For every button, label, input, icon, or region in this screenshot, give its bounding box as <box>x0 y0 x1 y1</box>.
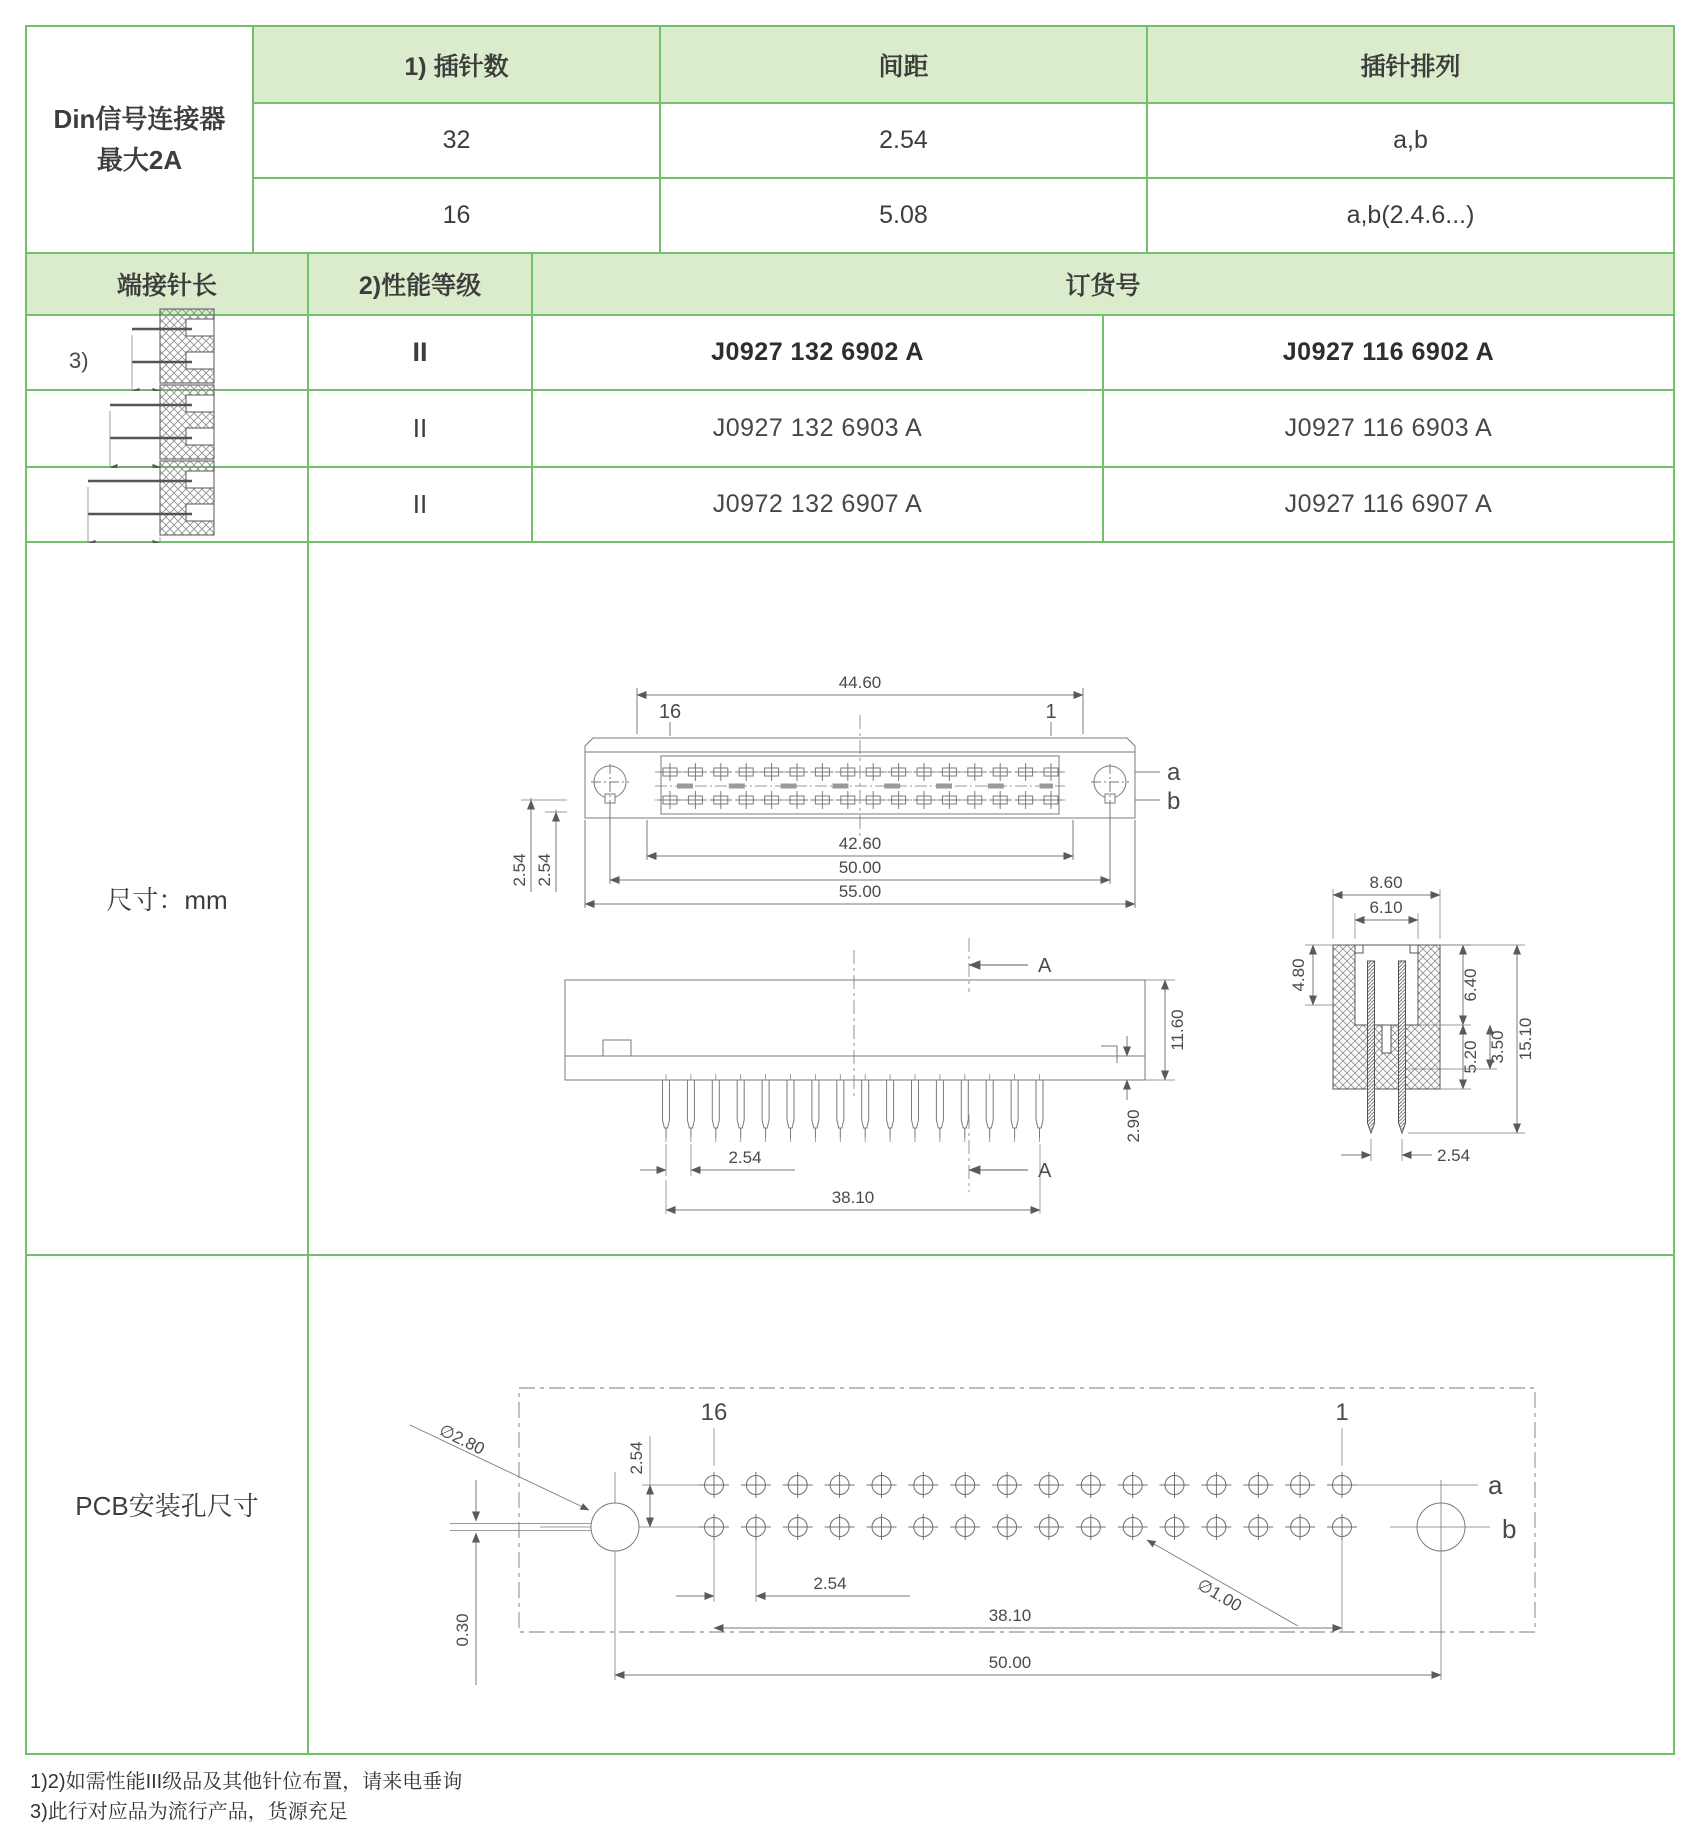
pcb-section-label: PCB安装孔尺寸 <box>27 1256 307 1753</box>
order-no-16: J0927 116 6902 A <box>1104 316 1673 389</box>
grade-cell: II <box>309 468 531 541</box>
header-grade: 2)性能等级 <box>309 254 531 314</box>
dim-8-60: 8.60 <box>1369 873 1403 892</box>
dimension-drawings <box>309 543 1673 1254</box>
pcb-dia-2-80: ∅2.80 <box>436 1420 488 1459</box>
pcb-dim-50-00: 50.00 <box>988 1653 1032 1672</box>
pin-length-icon <box>82 457 252 552</box>
grade-cell: II <box>309 391 531 466</box>
order-table <box>27 254 1673 541</box>
spec-row-pitch: 5.08 <box>661 179 1146 252</box>
dim-6-10: 6.10 <box>1369 898 1403 917</box>
product-line2: 最大2A <box>96 144 183 175</box>
front-view-drawing <box>505 660 1195 920</box>
footnote-3-marker: 3) <box>69 348 89 373</box>
pin1-label: 1 <box>1045 701 1057 723</box>
row-b-label: b <box>1167 788 1181 815</box>
dim-2-54-left2: 2.54 <box>535 853 554 887</box>
order-no-32: J0927 132 6902 A <box>533 316 1102 389</box>
dim-4-80: 4.80 <box>1289 958 1308 992</box>
product-cell <box>27 27 252 252</box>
spec-row-pitch: 2.54 <box>661 104 1146 177</box>
pcb-row-a-label: a <box>1488 1470 1503 1500</box>
spec-row-pin-count: 32 <box>254 104 659 177</box>
dimension-section <box>27 543 1673 1254</box>
dim-2-54-section: 2.54 <box>1437 1146 1471 1165</box>
spec-row-arrangement: a,b <box>1148 104 1673 177</box>
pcb-dim-2-54-horizontal: 2.54 <box>813 1574 847 1593</box>
header-pitch: 间距 <box>661 27 1146 102</box>
footnote-1: 1)2)如需性能III级品及其他针位布置，请来电垂询 <box>30 1771 463 1793</box>
spec-row-arrangement: a,b(2.4.6...) <box>1148 179 1673 252</box>
order-no-32: J0972 132 6907 A <box>533 468 1102 541</box>
spec-table <box>27 27 1673 252</box>
pin-length-cell <box>27 468 307 541</box>
dim-42-60: 42.60 <box>838 834 882 853</box>
pcb-row-b-label: b <box>1502 1514 1517 1544</box>
footnote-2: 3)此行对应品为流行产品，货源充足 <box>30 1801 348 1823</box>
pcb-dim-2-54-vertical: 2.54 <box>627 1441 646 1475</box>
dim-50-00: 50.00 <box>838 858 882 877</box>
pcb-section <box>27 1256 1673 1753</box>
header-pin-length: 端接针长 <box>27 254 307 314</box>
dim-44-60: 44.60 <box>838 673 882 692</box>
dim-2-54-left1: 2.54 <box>510 853 529 887</box>
pin-length-cell <box>27 391 307 466</box>
pcb-dia-1-00: ∅1.00 <box>1194 1575 1245 1616</box>
pcb-drawing <box>390 1340 1565 1725</box>
section-view-drawing <box>1275 865 1595 1185</box>
side-view-drawing <box>505 930 1205 1220</box>
dim-6-40: 6.40 <box>1461 968 1480 1002</box>
pin16-label: 16 <box>658 701 682 723</box>
header-pin-count: 1) 插针数 <box>254 27 659 102</box>
pcb-dim-38-10: 38.10 <box>988 1606 1032 1625</box>
order-no-32: J0927 132 6903 A <box>533 391 1102 466</box>
dim-38-10-side: 38.10 <box>831 1188 875 1207</box>
grade-cell: II <box>309 316 531 389</box>
dimension-section-label: 尺寸：mm <box>27 543 307 1254</box>
order-no-16: J0927 116 6907 A <box>1104 468 1673 541</box>
dim-5-20: 5.20 <box>1461 1040 1480 1074</box>
section-a-bottom: A <box>1038 1160 1052 1182</box>
header-arrangement: 插针排列 <box>1148 27 1673 102</box>
dim-2-54-side: 2.54 <box>728 1148 762 1167</box>
product-line1: Din信号连接器 <box>53 104 226 135</box>
dim-11-60: 11.60 <box>1168 1009 1187 1051</box>
dim-2-90: 2.90 <box>1124 1109 1143 1143</box>
spec-row-pin-count: 16 <box>254 179 659 252</box>
pcb-pin1-label: 1 <box>1335 1399 1349 1426</box>
section-a-top: A <box>1038 955 1052 977</box>
pcb-dim-0-30: 0.30 <box>453 1613 472 1647</box>
header-order-no: 订货号 <box>533 254 1673 314</box>
pcb-pin16-label: 16 <box>700 1399 728 1426</box>
order-no-16: J0927 116 6903 A <box>1104 391 1673 466</box>
row-a-label: a <box>1167 759 1181 786</box>
main-table <box>25 25 1675 1755</box>
dim-3-50: 3.50 <box>1488 1030 1507 1064</box>
dim-15-10: 15.10 <box>1516 1017 1535 1061</box>
pcb-drawing-cell <box>309 1256 1673 1753</box>
pin-length-cell <box>27 316 307 389</box>
dim-55-00: 55.00 <box>838 882 882 901</box>
